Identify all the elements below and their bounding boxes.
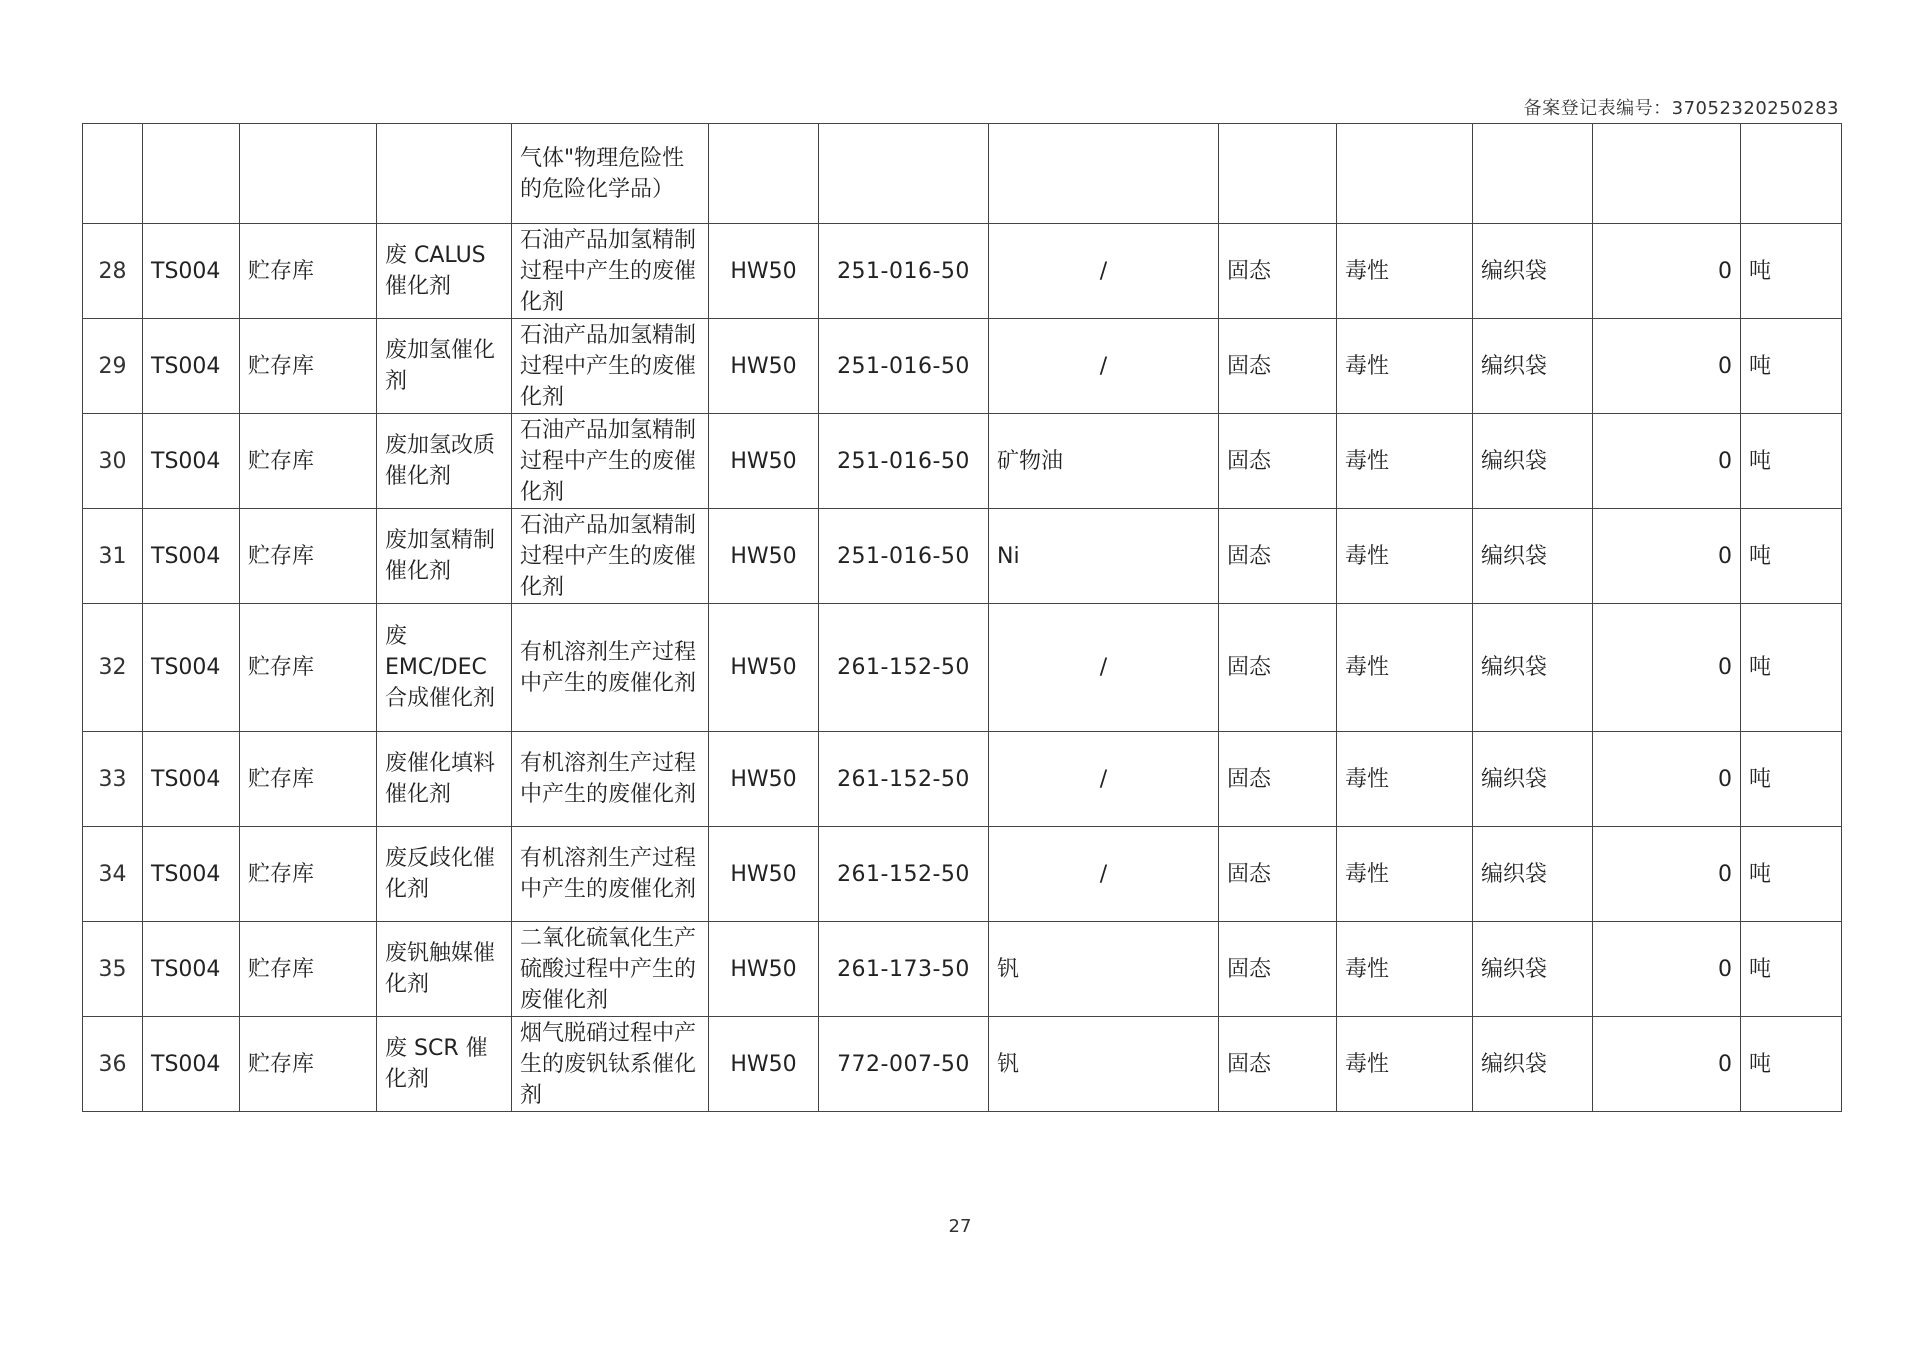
cell-package: 编织袋 bbox=[1473, 509, 1593, 604]
cell-waste-code: 251-016-50 bbox=[819, 319, 989, 414]
cell-name bbox=[377, 124, 512, 224]
cell-package: 编织袋 bbox=[1473, 414, 1593, 509]
cell-quantity: 0 bbox=[1593, 732, 1741, 827]
cell-code: TS004 bbox=[143, 414, 240, 509]
cell-quantity: 0 bbox=[1593, 1017, 1741, 1112]
cell-name: 废加氢催化剂 bbox=[377, 319, 512, 414]
cell-place bbox=[240, 124, 377, 224]
cell-category: HW50 bbox=[709, 224, 819, 319]
cell-unit bbox=[1741, 124, 1842, 224]
hazardous-waste-table bbox=[82, 123, 1842, 1112]
page-number: 27 bbox=[948, 1216, 972, 1237]
cell-place: 贮存库 bbox=[240, 224, 377, 319]
cell-name: 废催化填料催化剂 bbox=[377, 732, 512, 827]
cell-source: 二氧化硫氧化生产硫酸过程中产生的废催化剂 bbox=[512, 922, 709, 1017]
cell-hazard: 毒性 bbox=[1337, 732, 1473, 827]
continuation-row bbox=[83, 124, 1842, 224]
cell-form: 固态 bbox=[1219, 414, 1337, 509]
cell-unit: 吨 bbox=[1741, 224, 1842, 319]
cell-category bbox=[709, 124, 819, 224]
cell-unit: 吨 bbox=[1741, 319, 1842, 414]
cell-name: 废反歧化催化剂 bbox=[377, 827, 512, 922]
cell-package: 编织袋 bbox=[1473, 732, 1593, 827]
cell-waste-code: 251-016-50 bbox=[819, 414, 989, 509]
cell-package bbox=[1473, 124, 1593, 224]
cell-unit: 吨 bbox=[1741, 509, 1842, 604]
cell-place: 贮存库 bbox=[240, 414, 377, 509]
cell-code: TS004 bbox=[143, 922, 240, 1017]
cell-waste-code: 261-152-50 bbox=[819, 827, 989, 922]
cell-place: 贮存库 bbox=[240, 319, 377, 414]
cell-place: 贮存库 bbox=[240, 1017, 377, 1112]
cell-hazard: 毒性 bbox=[1337, 319, 1473, 414]
table-row bbox=[83, 414, 1842, 509]
cell-name: 废 EMC/DEC 合成催化剂 bbox=[377, 604, 512, 732]
table-row bbox=[83, 922, 1842, 1017]
cell-hazard: 毒性 bbox=[1337, 224, 1473, 319]
cell-seq: 29 bbox=[83, 319, 143, 414]
cell-form: 固态 bbox=[1219, 827, 1337, 922]
cell-hazard: 毒性 bbox=[1337, 827, 1473, 922]
table-row bbox=[83, 827, 1842, 922]
cell-place: 贮存库 bbox=[240, 732, 377, 827]
cell-place: 贮存库 bbox=[240, 827, 377, 922]
cell-quantity: 0 bbox=[1593, 604, 1741, 732]
cell-source: 有机溶剂生产过程中产生的废催化剂 bbox=[512, 827, 709, 922]
cell-seq: 35 bbox=[83, 922, 143, 1017]
cell-seq bbox=[83, 124, 143, 224]
cell-package: 编织袋 bbox=[1473, 1017, 1593, 1112]
cell-category: HW50 bbox=[709, 732, 819, 827]
cell-harmful: 矿物油 bbox=[989, 414, 1219, 509]
cell-seq: 33 bbox=[83, 732, 143, 827]
cell-source: 烟气脱硝过程中产生的废钒钛系催化剂 bbox=[512, 1017, 709, 1112]
cell-code: TS004 bbox=[143, 319, 240, 414]
cell-harmful: / bbox=[989, 827, 1219, 922]
cell-form: 固态 bbox=[1219, 224, 1337, 319]
table-row bbox=[83, 604, 1842, 732]
cell-harmful: Ni bbox=[989, 509, 1219, 604]
cell-place: 贮存库 bbox=[240, 922, 377, 1017]
cell-hazard: 毒性 bbox=[1337, 1017, 1473, 1112]
cell-quantity: 0 bbox=[1593, 319, 1741, 414]
cell-package: 编织袋 bbox=[1473, 604, 1593, 732]
table-row bbox=[83, 509, 1842, 604]
cell-unit: 吨 bbox=[1741, 922, 1842, 1017]
cell-quantity: 0 bbox=[1593, 414, 1741, 509]
cell-harmful: / bbox=[989, 604, 1219, 732]
cell-category: HW50 bbox=[709, 604, 819, 732]
cell-waste-code: 261-152-50 bbox=[819, 732, 989, 827]
table-row bbox=[83, 319, 1842, 414]
cell-waste-code: 261-173-50 bbox=[819, 922, 989, 1017]
cell-place: 贮存库 bbox=[240, 604, 377, 732]
cell-unit: 吨 bbox=[1741, 1017, 1842, 1112]
cell-package: 编织袋 bbox=[1473, 319, 1593, 414]
cell-harmful: / bbox=[989, 224, 1219, 319]
cell-name: 废加氢改质催化剂 bbox=[377, 414, 512, 509]
cell-source: 石油产品加氢精制过程中产生的废催化剂 bbox=[512, 224, 709, 319]
cell-harmful: 钒 bbox=[989, 922, 1219, 1017]
cell-waste-code bbox=[819, 124, 989, 224]
cell-name: 废 CALUS 催化剂 bbox=[377, 224, 512, 319]
cell-quantity: 0 bbox=[1593, 509, 1741, 604]
cell-harmful bbox=[989, 124, 1219, 224]
cell-seq: 31 bbox=[83, 509, 143, 604]
table-row bbox=[83, 732, 1842, 827]
cell-seq: 34 bbox=[83, 827, 143, 922]
cell-waste-code: 261-152-50 bbox=[819, 604, 989, 732]
cell-harmful: / bbox=[989, 319, 1219, 414]
cell-harmful: 钒 bbox=[989, 1017, 1219, 1112]
cell-form: 固态 bbox=[1219, 922, 1337, 1017]
cell-name: 废 SCR 催化剂 bbox=[377, 1017, 512, 1112]
cell-seq: 36 bbox=[83, 1017, 143, 1112]
cell-hazard: 毒性 bbox=[1337, 509, 1473, 604]
cell-name: 废钒触媒催化剂 bbox=[377, 922, 512, 1017]
cell-source: 气体"物理危险性的危险化学品） bbox=[512, 124, 709, 224]
cell-hazard: 毒性 bbox=[1337, 604, 1473, 732]
cell-waste-code: 251-016-50 bbox=[819, 224, 989, 319]
cell-unit: 吨 bbox=[1741, 732, 1842, 827]
cell-form: 固态 bbox=[1219, 319, 1337, 414]
cell-name: 废加氢精制催化剂 bbox=[377, 509, 512, 604]
cell-seq: 32 bbox=[83, 604, 143, 732]
cell-code: TS004 bbox=[143, 509, 240, 604]
cell-source: 石油产品加氢精制过程中产生的废催化剂 bbox=[512, 509, 709, 604]
cell-source: 有机溶剂生产过程中产生的废催化剂 bbox=[512, 732, 709, 827]
cell-quantity: 0 bbox=[1593, 922, 1741, 1017]
cell-category: HW50 bbox=[709, 827, 819, 922]
cell-package: 编织袋 bbox=[1473, 827, 1593, 922]
cell-package: 编织袋 bbox=[1473, 922, 1593, 1017]
registration-number: 备案登记表编号：37052320250283 bbox=[1523, 98, 1839, 119]
cell-harmful: / bbox=[989, 732, 1219, 827]
cell-form: 固态 bbox=[1219, 604, 1337, 732]
cell-unit: 吨 bbox=[1741, 827, 1842, 922]
cell-form bbox=[1219, 124, 1337, 224]
cell-hazard: 毒性 bbox=[1337, 414, 1473, 509]
cell-unit: 吨 bbox=[1741, 604, 1842, 732]
cell-form: 固态 bbox=[1219, 1017, 1337, 1112]
table-row bbox=[83, 1017, 1842, 1112]
cell-form: 固态 bbox=[1219, 732, 1337, 827]
cell-seq: 28 bbox=[83, 224, 143, 319]
cell-source: 石油产品加氢精制过程中产生的废催化剂 bbox=[512, 414, 709, 509]
cell-category: HW50 bbox=[709, 414, 819, 509]
cell-hazard: 毒性 bbox=[1337, 922, 1473, 1017]
cell-place: 贮存库 bbox=[240, 509, 377, 604]
cell-quantity: 0 bbox=[1593, 827, 1741, 922]
cell-category: HW50 bbox=[709, 319, 819, 414]
cell-package: 编织袋 bbox=[1473, 224, 1593, 319]
cell-quantity bbox=[1593, 124, 1741, 224]
cell-category: HW50 bbox=[709, 509, 819, 604]
cell-seq: 30 bbox=[83, 414, 143, 509]
cell-code: TS004 bbox=[143, 1017, 240, 1112]
table-row bbox=[83, 224, 1842, 319]
cell-code: TS004 bbox=[143, 604, 240, 732]
cell-form: 固态 bbox=[1219, 509, 1337, 604]
cell-code: TS004 bbox=[143, 827, 240, 922]
cell-waste-code: 772-007-50 bbox=[819, 1017, 989, 1112]
cell-category: HW50 bbox=[709, 922, 819, 1017]
cell-hazard bbox=[1337, 124, 1473, 224]
cell-source: 石油产品加氢精制过程中产生的废催化剂 bbox=[512, 319, 709, 414]
cell-category: HW50 bbox=[709, 1017, 819, 1112]
cell-waste-code: 251-016-50 bbox=[819, 509, 989, 604]
cell-code: TS004 bbox=[143, 224, 240, 319]
cell-unit: 吨 bbox=[1741, 414, 1842, 509]
cell-source: 有机溶剂生产过程中产生的废催化剂 bbox=[512, 604, 709, 732]
cell-code: TS004 bbox=[143, 732, 240, 827]
cell-quantity: 0 bbox=[1593, 224, 1741, 319]
cell-code bbox=[143, 124, 240, 224]
